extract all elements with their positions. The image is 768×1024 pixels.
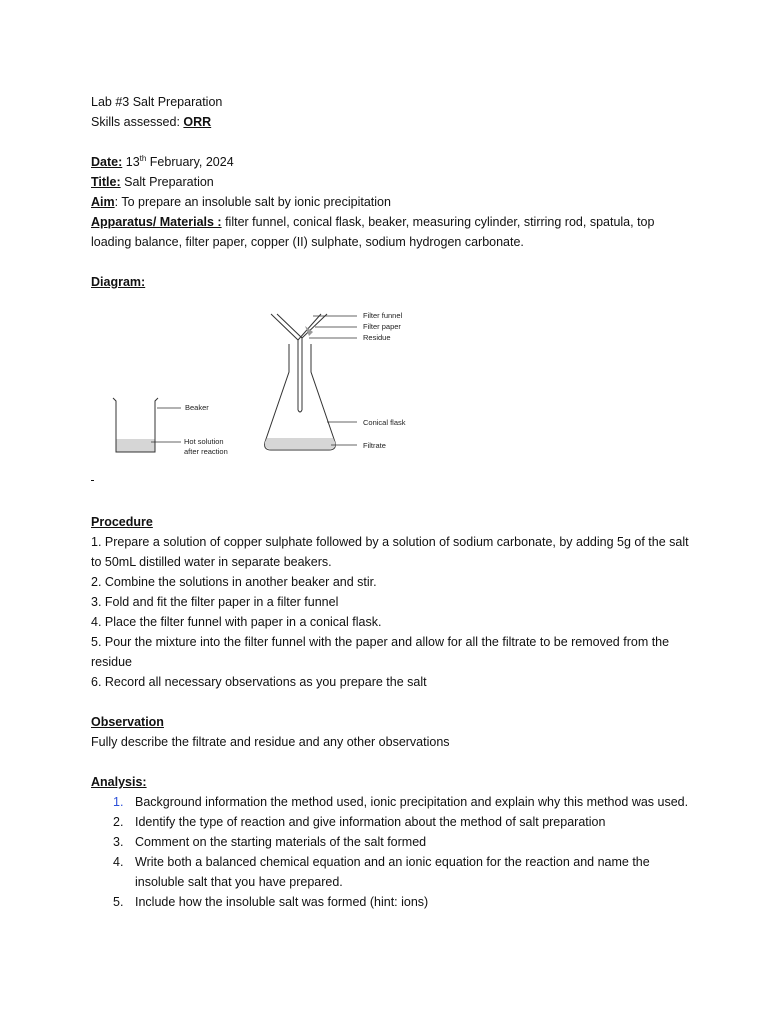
analysis-item-text: Write both a balanced chemical equation and an ionic equation for the reaction and name the insoluble salt that you have prepared. — [135, 855, 650, 889]
date-day: 13 — [122, 155, 140, 169]
date-rest: February, 2024 — [146, 155, 234, 169]
label-filter-paper: Filter paper — [363, 322, 401, 331]
analysis-heading — [91, 772, 691, 792]
conical-flask-drawing — [265, 344, 336, 450]
procedure-heading — [91, 512, 691, 532]
aim-value: : To prepare an insoluble salt by ionic precipitation — [114, 195, 391, 209]
skills-label: Skills assessed: — [91, 115, 184, 129]
analysis-item-number: 5. — [113, 895, 124, 909]
skills-assessed — [91, 112, 691, 132]
procedure-step-3: 3. Fold and fit the filter paper in a filter funnel — [91, 595, 339, 609]
label-filter-funnel: Filter funnel — [363, 311, 403, 320]
analysis-list — [91, 792, 691, 912]
label-conical-flask: Conical flask — [363, 418, 406, 427]
label-filtrate: Filtrate — [363, 441, 386, 450]
analysis-item-number: 1. — [113, 795, 124, 809]
diagram-svg — [91, 292, 691, 482]
procedure-step-2: 2. Combine the solutions in another beaker and stir. — [91, 575, 377, 589]
analysis-item — [91, 852, 691, 892]
date-line — [91, 152, 691, 172]
analysis-item-number: 2. — [113, 815, 124, 829]
analysis-item — [91, 792, 691, 812]
label-residue: Residue — [363, 333, 391, 342]
beaker-drawing — [113, 398, 158, 452]
apparatus-line — [91, 212, 691, 252]
analysis-heading-text: Analysis: — [91, 775, 147, 789]
observation-heading-text: Observation — [91, 715, 164, 729]
aim-line — [91, 192, 691, 212]
analysis-item-text: Comment on the starting materials of the salt formed — [135, 835, 427, 849]
label-beaker: Beaker — [185, 403, 209, 412]
analysis-item-text: Background information the method used, ionic precipitation and explain why this method was used. — [135, 795, 689, 809]
procedure-step-6: 6. Record all necessary observations as you prepare the salt — [91, 675, 427, 689]
observation-heading — [91, 712, 691, 732]
stray-mark — [91, 480, 94, 481]
lab-title: Lab #3 Salt Preparation — [91, 95, 223, 109]
analysis-item-number: 4. — [113, 855, 124, 869]
skills-value: ORR — [183, 115, 212, 129]
analysis-item — [91, 832, 691, 852]
apparatus-diagram — [91, 292, 691, 482]
procedure-step-5: 5. Pour the mixture into the filter funnel with the paper and allow for all the filtrate to be removed from the residue — [91, 635, 670, 669]
diagram-heading-text: Diagram: — [91, 275, 146, 289]
apparatus-label: Apparatus/ Materials : — [91, 215, 222, 229]
procedure-step-1: 1. Prepare a solution of copper sulphate followed by a solution of sodium carbonate, by adding 5g of the salt to 50mL distilled water in separate beakers. — [91, 535, 689, 569]
observation-text: Fully describe the filtrate and residue and any other observations — [91, 735, 450, 749]
filter-funnel-drawing — [271, 314, 327, 412]
label-hot-solution-1: Hot solution — [184, 437, 224, 446]
title-label: Title: — [91, 175, 121, 189]
analysis-item-text: Include how the insoluble salt was formed (hint: ions) — [135, 895, 429, 909]
title-value: Salt Preparation — [120, 175, 214, 189]
filtrate-liquid — [265, 438, 336, 449]
document-page — [91, 92, 691, 912]
date-label: Date: — [91, 155, 123, 169]
diagram-heading — [91, 272, 691, 292]
analysis-item-number: 3. — [113, 835, 124, 849]
apparatus-value: filter funnel, conical flask, beaker, measuring cylinder, stirring rod, spatula, top loading balance, filter paper, copper (II) sulphate, sodium hydrogen carbonate. — [91, 215, 655, 249]
analysis-item — [91, 812, 691, 832]
aim-label: Aim — [91, 195, 115, 209]
title-line — [91, 172, 691, 192]
analysis-item — [91, 892, 691, 912]
label-hot-solution-2: after reaction — [184, 447, 228, 456]
procedure-step-4: 4. Place the filter funnel with paper in a conical flask. — [91, 615, 382, 629]
procedure-heading-text: Procedure — [91, 515, 153, 529]
beaker-solution — [117, 439, 155, 452]
date-suffix: th — [139, 153, 147, 163]
analysis-item-text: Identify the type of reaction and give information about the method of salt preparation — [135, 815, 606, 829]
